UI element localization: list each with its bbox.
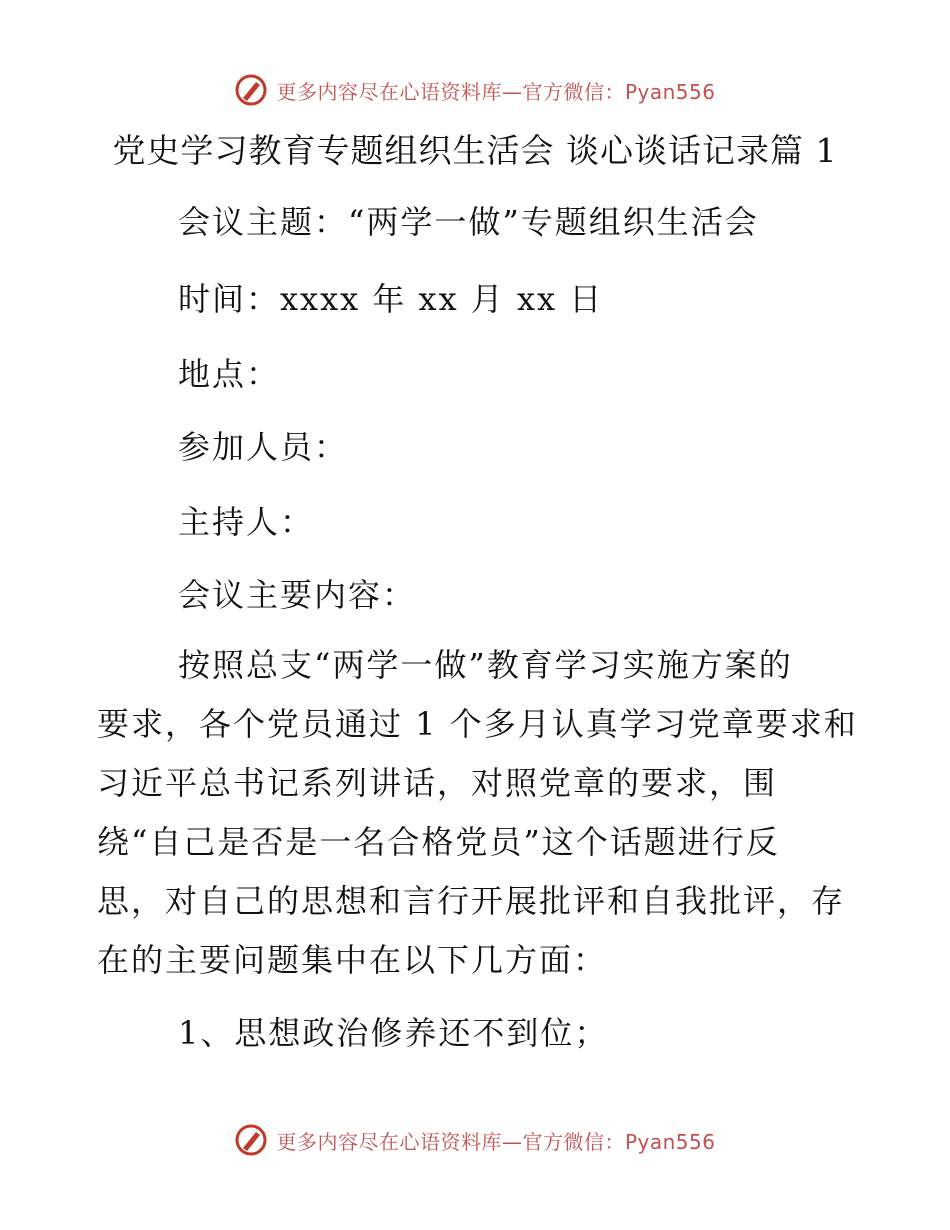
- watermark-banner-top: [0, 70, 950, 110]
- pen-logo-icon: [234, 1123, 268, 1157]
- watermark-text: 更多内容尽在心语资料库—官方微信：Pyan556: [276, 79, 716, 104]
- paragraph-line: 绕“自己是否是一名合格党员”这个话题进行反: [97, 823, 780, 861]
- document-title: 党史学习教育专题组织生活会 谈心谈话记录篇 1: [112, 131, 838, 170]
- meeting-time: 时间：xxxx 年 xx 月 xx 日: [178, 280, 604, 318]
- meeting-location: 地点：: [178, 355, 281, 393]
- paragraph-line: 按照总支“两学一做”教育学习实施方案的: [178, 646, 793, 684]
- body-paragraph: [97, 636, 857, 990]
- watermark-banner-bottom: [0, 1120, 950, 1160]
- paragraph-line: 在的主要问题集中在以下几方面：: [97, 941, 608, 979]
- paragraph-line: 习近平总书记系列讲话，对照党章的要求，围: [97, 764, 778, 802]
- paragraph-line: 思，对自己的思想和言行开展批评和自我批评，存: [97, 882, 846, 920]
- pen-logo-icon: [234, 73, 268, 107]
- paragraph-line: 要求，各个党员通过 1 个多月认真学习党章要求和: [97, 705, 858, 743]
- watermark-text: 更多内容尽在心语资料库—官方微信：Pyan556: [276, 1129, 716, 1154]
- meeting-participants: 参加人员：: [178, 428, 349, 466]
- meeting-topic: 会议主题：“两学一做”专题组织生活会: [178, 203, 759, 241]
- list-item-1: 1、思想政治修养还不到位；: [178, 1014, 609, 1052]
- main-content-label: 会议主要内容：: [178, 576, 417, 614]
- meeting-host: 主持人：: [178, 503, 315, 541]
